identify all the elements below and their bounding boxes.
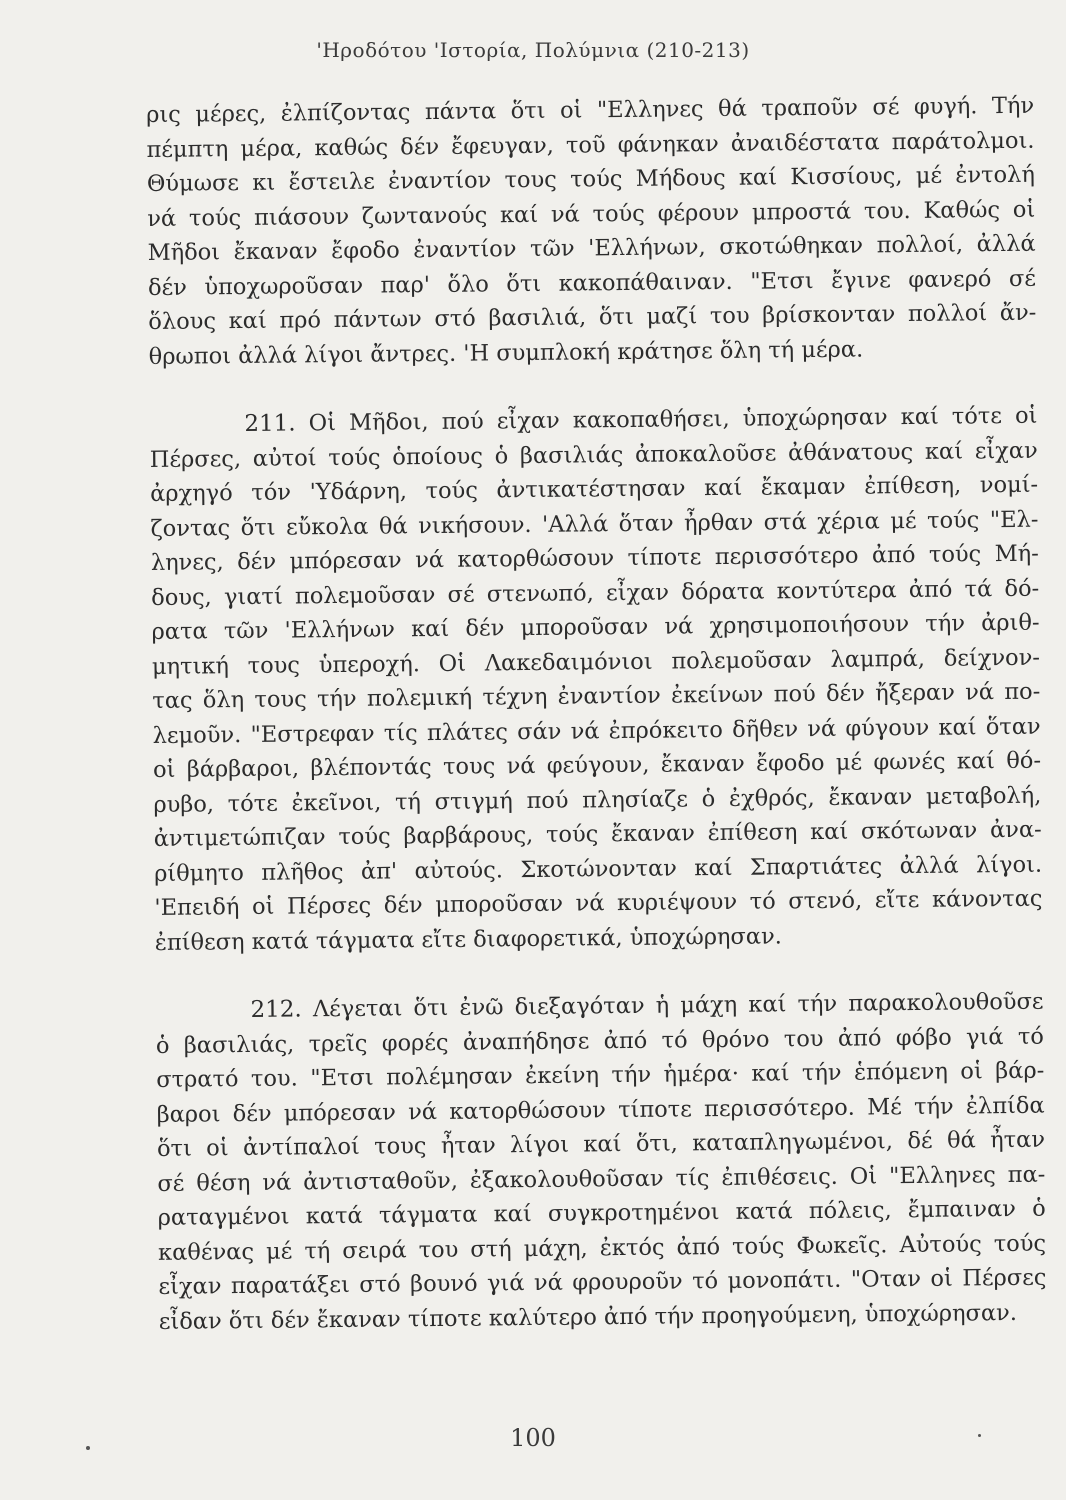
text-line: 'Επειδή οἱ Πέρσες δέν μποροῦσαν νά κυριέψουν τό στενό, εἴτε κάνοντας (154, 885, 1043, 921)
text-line: σέ θέση νά ἀντισταθοῦν, ἐξακολουθοῦσαν τίς ἐπιθέσεις. Οἱ "Ελληνες πα- (157, 1161, 1046, 1197)
text-line: ἐπίθεση κατά τάγματα εἴτε διαφορετικά, ὑποχώρησαν. (154, 922, 782, 956)
running-head: 'Ηροδότου 'Ιστορία, Πολύμνια (210-213) (316, 38, 750, 62)
text-line: ζοντας ὅτι εὔκολα θά νικήσουν. 'Αλλά ὅταν ἦρθαν στά χέρια μέ τούς "Ελ- (150, 506, 1039, 542)
scan-speck (978, 1434, 981, 1437)
page-number: 100 (510, 1424, 556, 1452)
text-line: νά τούς πιάσουν ζωντανούς καί νά τούς φέρουν μπροστά του. Καθώς οἱ (147, 196, 1036, 232)
text-line: μητική τους ὑπεροχή. Οἱ Λακεδαιμόνιοι πολεμοῦσαν λαμπρά, δείχνον- (151, 644, 1041, 680)
text-line: πέμπτη μέρα, καθώς δέν ἔφευγαν, τοῦ φάνηκαν ἀναιδέστατα παράτολμοι. (146, 127, 1035, 163)
text-line: Μῆδοι ἔκαναν ἔφοδο ἐναντίον τῶν 'Ελλήνων, σκοτώθηκαν πολλοί, ἀλλά (147, 230, 1036, 266)
text-line: Θύμωσε κι ἔστειλε ἐναντίον τους τούς Μήδους καί Κισσίους, μέ ἐντολή (146, 161, 1035, 197)
text-line: καθένας μέ τή σειρά του στή μάχη, ἐκτός ἀπό τούς Φωκεῖς. Αὐτούς τούς (157, 1230, 1047, 1266)
body-text (146, 89, 1047, 1339)
line-text: Οἱ Μῆδοι, πού εἶχαν κακοπαθήσει, ὑποχώρησαν καί τότε οἱ (308, 402, 1038, 437)
text-line: ρις μέρες, ἐλπίζοντας πάντα ὅτι οἱ "Ελληνες θά τραποῦν σέ φυγή. Τήν (146, 92, 1035, 128)
text-line: ἀντιμετώπιζαν τούς βαρβάρους, τούς ἔκαναν ἐπίθεση καί σκότωναν ἀνα- (153, 816, 1042, 852)
text-line: δους, γιατί πολεμοῦσαν σέ στενωπό, εἶχαν δόρατα κοντύτερα ἀπό τά δό- (151, 575, 1040, 611)
paragraph-212 (155, 985, 1047, 1339)
text-line: ὅλους καί πρό πάντων στό βασιλιά, ὅτι μαζί του βρίσκονταν πολλοί ἄν- (148, 299, 1037, 335)
text-line: ραταγμένοι κατά τάγματα καί συγκροτημένοι κατά πόλεις, ἔμπαιναν ὁ (157, 1195, 1046, 1231)
text-line: ρατα τῶν 'Ελλήνων καί δέν μποροῦσαν νά χρησιμοποιήσουν τήν ἀριθ- (151, 609, 1040, 645)
paragraph-211 (149, 399, 1043, 960)
text-line: ληνες, δέν μπόρεσαν νά κατορθώσουν τίποτε περισσότερο ἀπό τούς Μή- (150, 540, 1039, 576)
text-line: ὁ βασιλιάς, τρεῖς φορές ἀναπήδησε ἀπό τό θρόνο του ἀπό φόβο γιά τό (155, 1023, 1045, 1059)
text-line: εἶχαν παρατάξει στό βουνό γιά νά φρουροῦν τό μονοπάτι. "Οταν οἱ Πέρσες (158, 1264, 1047, 1300)
text-line: βαροι δέν μπόρεσαν νά κατορθώσουν τίποτε περισσότερο. Μέ τήν ἐλπίδα (156, 1092, 1045, 1128)
text-line: δέν ὑποχωροῦσαν παρ' ὅλο ὅτι κακοπάθαιναν. "Ετσι ἔγινε φανερό σέ (147, 265, 1037, 301)
text-line: στρατό του. "Ετσι πολέμησαν ἐκείνη τήν ἡμέρα· καί τήν ἑπόμενη οἱ βάρ- (156, 1057, 1045, 1093)
paragraph-210-continuation (146, 89, 1037, 374)
text-line: ὅτι οἱ ἀντίπαλοί τους ἦταν λίγοι καί ὅτι, καταπληγωμένοι, δέ θά ἦταν (156, 1126, 1046, 1162)
text-line: τας ὅλη τους τήν πολεμική τέχνη ἐναντίον ἐκείνων πού δέν ἤξεραν νά πο- (152, 678, 1041, 714)
section-number: 212. (250, 996, 302, 1023)
text-line: οἱ βάρβαροι, βλέποντάς τους νά φεύγουν, ἔκαναν ἔφοδο μέ φωνές καί θό- (152, 747, 1042, 783)
scan-speck (86, 1446, 90, 1450)
text-line: ρίθμητο πλῆθος ἀπ' αὐτούς. Σκοτώνονταν καί Σπαρτιάτες ἀλλά λίγοι. (153, 851, 1043, 887)
text-line: Πέρσες, αὐτοί τούς ὁποίους ὁ βασιλιάς ἀποκαλοῦσε ἀθάνατους καί εἶχαν (149, 437, 1038, 473)
line-text: Λέγεται ὅτι ἐνῶ διεξαγόταν ἡ μάχη καί τήν παρακολουθοῦσε (312, 988, 1044, 1023)
text-line: ἀρχηγό τόν 'Υδάρνη, τούς ἀντικατέστησαν καί ἔκαμαν ἐπίθεση, νομί- (150, 471, 1039, 507)
text-line: ρυβο, τότε ἐκεῖνοι, τή στιγμή πού πλησίαζε ὁ ἐχθρός, ἔκαναν μεταβολή, (153, 782, 1042, 818)
text-line: λεμοῦν. "Εστρεφαν τίς πλάτες σάν νά ἐπρόκειτο δῆθεν νά φύγουν καί ὅταν (152, 713, 1041, 749)
section-number: 211. (244, 410, 296, 437)
text-line: εἶδαν ὅτι δέν ἔκαναν τίποτε καλύτερο ἀπό τήν προηγούμενη, ὑποχώρησαν. (158, 1299, 1018, 1335)
text-line: θρωποι ἀλλά λίγοι ἄντρες. 'Η συμπλοκή κράτησε ὅλη τή μέρα. (148, 336, 864, 370)
